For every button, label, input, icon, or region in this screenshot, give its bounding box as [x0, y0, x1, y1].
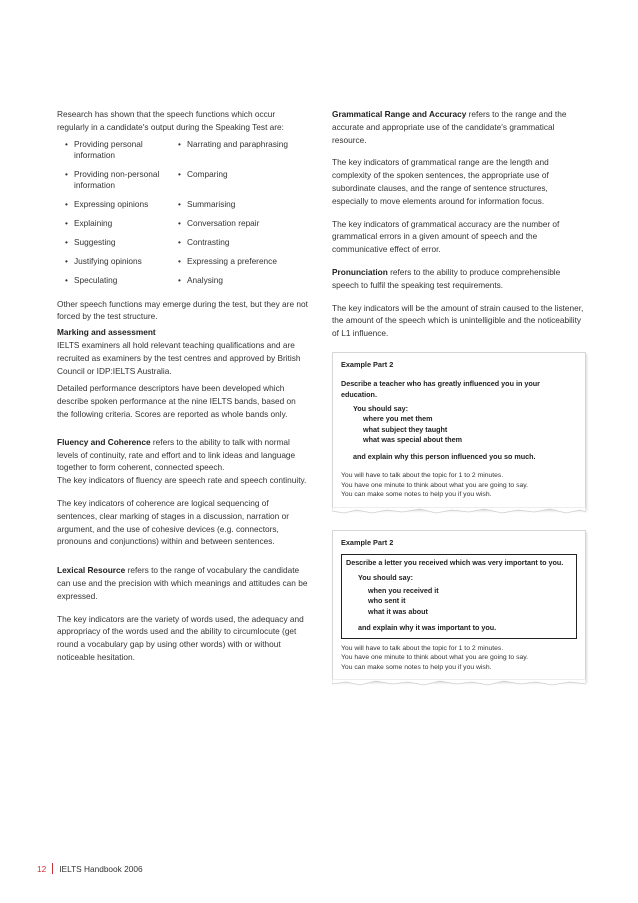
instruction-line: You have one minute to think about what you are going to say. — [341, 481, 529, 489]
instruction-line: You can make some notes to help you if you wish. — [341, 491, 492, 499]
lexical-heading: Lexical Resource — [57, 565, 126, 576]
page-number: 12 — [37, 864, 47, 874]
list-item: • Narrating and paraphrasing — [178, 139, 309, 161]
lexical-indicators: The key indicators are the variety of words used, the adequacy and appropriacy of the words used and the ability to circumlocute (get round a vocabulary gap by using other words) with or without noticeable hesitation. — [57, 613, 304, 662]
grammar-paragraph — [332, 108, 584, 146]
explain-text: and explain why this person influenced you so much. — [353, 451, 536, 461]
list-item: what was special about them — [363, 435, 463, 444]
intro-paragraph: Research has shown that the speech functions which occur regularly in a candidate's output during the Speaking Test are: — [57, 109, 284, 132]
speech-functions-list — [65, 139, 309, 294]
card-title: Example Part 2 — [341, 538, 394, 547]
instruction-line: You have one minute to think about what you are going to say. — [341, 654, 529, 662]
list-item: where you met them — [363, 414, 433, 423]
page-footer — [37, 863, 143, 874]
example-card-1 — [332, 352, 586, 509]
pronunciation-indicators: The key indicators will be the amount of strain caused to the listener, the amount of the speech which is unintelligible and the noticeability of L1 influence. — [332, 302, 584, 339]
instruction-line: You will have to talk about the topic for 1 to 2 minutes. — [341, 644, 504, 652]
list-item: what it was about — [368, 606, 428, 616]
list-item: • Comparing — [178, 169, 309, 191]
coherence-indicators: The key indicators of coherence are logical sequencing of sentences, clear marking of stages in a discussion, narration or argument, and the use of cohesive devices (e.g. connectors, pronouns and conjunctions) within and between sentences. — [57, 497, 289, 547]
example-card-2 — [332, 530, 586, 681]
list-item: • Providing non-personal information — [65, 169, 178, 191]
marking-paragraph: IELTS examiners all hold relevant teaching qualifications and are recruited as examiners by the test centres and approved by British Council or IDP:IELTS Australia. — [57, 339, 301, 376]
footer-divider — [52, 863, 53, 874]
task-text: Describe a teacher who has greatly influenced you in your education. — [341, 379, 540, 399]
publication-title: IELTS Handbook 2006 — [59, 864, 143, 874]
torn-edge-icon — [332, 679, 586, 687]
list-item: • Explaining — [65, 218, 178, 229]
explain-text: and explain why it was important to you. — [358, 623, 497, 632]
task-text: Describe a letter you received which was very important to you. — [346, 558, 564, 567]
lexical-text: refers to the range of vocabulary the candidate can use and the precision with which meanings and attitudes can be expressed. — [57, 565, 308, 601]
lexical-paragraph — [57, 564, 309, 602]
fluency-text: refers to the ability to talk with normal levels of continuity, rate and effort and to link ideas and language together to form coherent, connected speech. — [57, 436, 296, 473]
list-item: • Conversation repair — [178, 218, 309, 229]
range-indicators: The key indicators of grammatical range are the length and complexity of the spoken sentences, the appropriate use of subordinate clauses, and the range of sentence structures, especially to move elements around for information focus. — [332, 157, 549, 206]
list-item: when you received it — [368, 585, 439, 595]
list-item: • Providing personal information — [65, 139, 178, 161]
fluency-heading: Fluency and Coherence — [57, 436, 151, 447]
list-item: • Contrasting — [178, 237, 309, 248]
grammar-heading: Grammatical Range and Accuracy — [332, 109, 467, 119]
accuracy-indicators: The key indicators of grammatical accuracy are the number of grammatical errors in a given amount of speech and the communicative effect of error. — [332, 218, 560, 255]
list-item: • Speculating — [65, 275, 178, 286]
list-item: • Expressing a preference — [178, 256, 309, 267]
list-item: • Justifying opinions — [65, 256, 178, 267]
you-should-say: You should say: — [353, 404, 408, 413]
marking-heading: Marking and assessment — [57, 327, 156, 338]
instruction-line: You will have to talk about the topic for 1 to 2 minutes. — [341, 472, 504, 479]
you-should-say: You should say: — [358, 572, 413, 582]
torn-edge-icon — [332, 507, 586, 515]
list-item: what subject they taught — [363, 424, 448, 434]
other-functions-paragraph: Other speech functions may emerge during the test, but they are not forced by the test structure. — [57, 298, 308, 322]
grammar-text: refers to the range and the accurate and appropriate use of the candidate's grammatical resource. — [332, 109, 567, 145]
instruction-line: You can make some notes to help you if you wish. — [341, 663, 492, 671]
left-column — [57, 108, 309, 664]
fluency-indicators: The key indicators of fluency are speech rate and speech continuity. — [57, 475, 307, 486]
card-title: Example Part 2 — [341, 360, 394, 369]
pronunciation-text: refers to the ability to produce comprehensible speech to fulfil the speaking test requirements. — [332, 266, 561, 290]
list-item: • Expressing opinions — [65, 199, 178, 210]
pronunciation-heading: Pronunciation — [332, 266, 388, 277]
task-frame — [341, 554, 577, 639]
right-column — [332, 108, 584, 340]
list-item: • Suggesting — [65, 237, 178, 248]
list-item: • Analysing — [178, 275, 309, 286]
pronunciation-paragraph — [332, 266, 584, 292]
fluency-paragraph — [57, 436, 309, 474]
list-item: • Summarising — [178, 199, 309, 210]
descriptors-paragraph: Detailed performance descriptors have been developed which describe spoken performance at the nine IELTS bands, based on the following criteria. Scores are reported as whole bands only. — [57, 383, 296, 419]
list-item: who sent it — [368, 596, 406, 605]
